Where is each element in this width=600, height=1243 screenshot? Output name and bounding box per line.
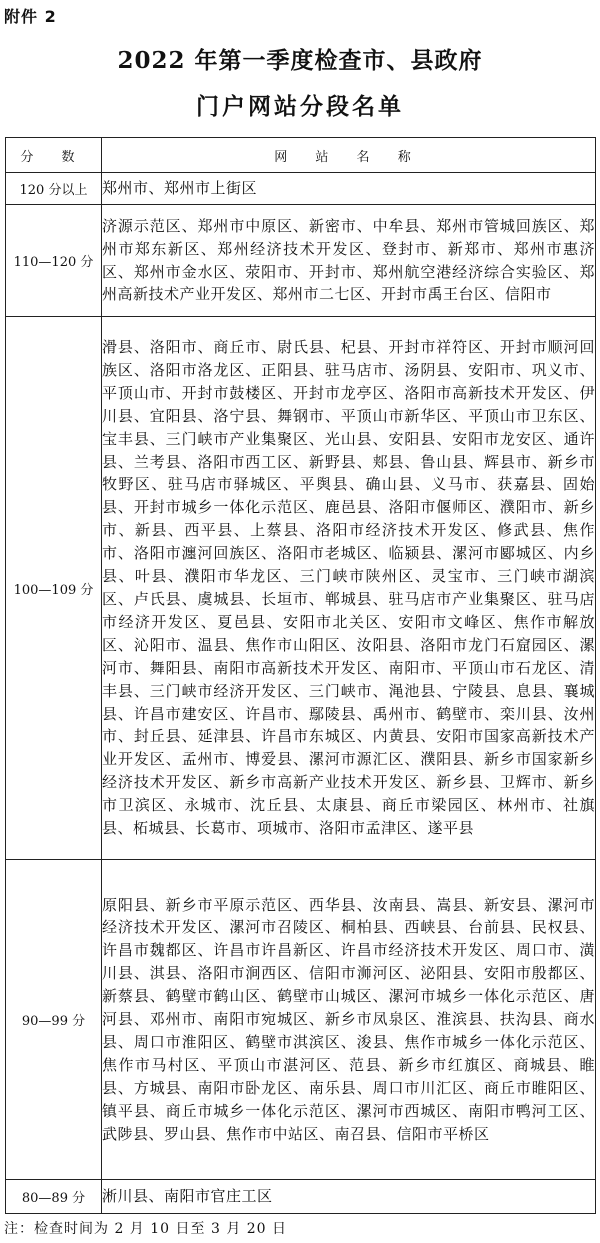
- table-row: [6, 1180, 596, 1214]
- footnote: 注：检查时间为 2 月 10 日至 3 月 20 日: [4, 1221, 288, 1237]
- table-row: [6, 173, 596, 205]
- score-cell: 80—89 分: [6, 1180, 102, 1214]
- names-cell: 济源示范区、郑州市中原区、新密市、中牟县、郑州市管城回族区、郑州市郑东新区、郑州经济技术开发区、登封市、新郑市、郑州市惠济区、郑州市金水区、荥阳市、开封市、郑州航空港经济综合实验区、郑州高新技术产业开发区、郑州市二七区、开封市禹王台区、信阳市: [102, 205, 596, 317]
- table-header-row: [6, 138, 596, 173]
- page-title-line2: 门户网站分段名单: [196, 93, 404, 120]
- names-cell: 滑县、洛阳市、商丘市、尉氏县、杞县、开封市祥符区、开封市顺河回族区、洛阳市洛龙区、正阳县、驻马店市、汤阴县、安阳市、巩义市、平顶山市、开封市鼓楼区、开封市龙亭区、洛阳市高新技术开发区、伊川县、宜阳县、洛宁县、舞钢市、平顶山市新华区、平顶山市卫东区、宝丰县、三门峡市产业集聚区、光山县、安阳县、安阳市龙安区、通许县、兰考县、洛阳市西工区、新野县、郏县、鲁山县、辉县市、新乡市牧野区、驻马店市驿城区、平舆县、确山县、义马市、获嘉县、固始县、开封市城乡一体化示范区、鹿邑县、洛阳市偃师区、濮阳市、新乡市、新县、西平县、上蔡县、洛阳市经济技术开发区、修武县、焦作市、洛阳市瀍河回族区、洛阳市老城区、临颍县、漯河市郾城区、内乡县、叶县、濮阳市华龙区、三门峡市陕州区、灵宝市、三门峡市湖滨区、卢氏县、虞城县、长垣市、郸城县、驻马店市产业集聚区、驻马店市经济开发区、夏邑县、安阳市北关区、安阳市文峰区、焦作市解放区、沁阳市、温县、焦作市山阳区、汝阳县、洛阳市龙门石窟园区、漯河市、舞阳县、南阳市高新技术开发区、南阳市、平顶山市石龙区、清丰县、三门峡市经济开发区、三门峡市、渑池县、宁陵县、息县、襄城县、许昌市建安区、许昌市、鄢陵县、禹州市、鹤壁市、栾川县、汝州市、封丘县、延津县、许昌市东城区、内黄县、安阳市国家高新技术产业开发区、孟州市、博爱县、漯河市源汇区、濮阳县、新乡市国家新乡经济技术开发区、新乡市高新产业技术开发区、新乡县、卫辉市、新乡市卫滨区、永城市、沈丘县、太康县、商丘市梁园区、林州市、社旗县、柘城县、长葛市、项城市、洛阳市孟津区、遂平县: [102, 317, 596, 860]
- table-row: [6, 860, 596, 1180]
- names-cell: 原阳县、新乡市平原示范区、西华县、汝南县、嵩县、新安县、漯河市经济技术开发区、漯河市召陵区、桐柏县、西峡县、台前县、民权县、许昌市魏都区、许昌市许昌新区、许昌市经济技术开发区、周口市、潢川县、淇县、洛阳市涧西区、信阳市浉河区、泌阳县、安阳市殷都区、新蔡县、鹤壁市鹤山区、鹤壁市山城区、漯河市城乡一体化示范区、唐河县、邓州市、南阳市宛城区、新乡市凤泉区、淮滨县、扶沟县、商水县、周口市淮阳区、鹤壁市淇滨区、浚县、焦作市城乡一体化示范区、焦作市马村区、平顶山市湛河区、范县、新乡市红旗区、商城县、睢县、方城县、南阳市卧龙区、南乐县、周口市川汇区、商丘市睢阳区、镇平县、商丘市城乡一体化示范区、漯河市西城区、南阳市鸭河工区、武陟县、罗山县、焦作市中站区、南召县、信阳市平桥区: [102, 860, 596, 1180]
- score-cell: 120 分以上: [6, 173, 102, 205]
- page-title-line1: 2022 年第一季度检查市、县政府: [117, 47, 483, 74]
- score-cell: 90—99 分: [6, 860, 102, 1180]
- score-cell: 100—109 分: [6, 317, 102, 860]
- names-cell: 淅川县、南阳市官庄工区: [102, 1180, 596, 1214]
- names-cell: 郑州市、郑州市上街区: [102, 173, 596, 205]
- score-cell: 110—120 分: [6, 205, 102, 317]
- table-row: [6, 317, 596, 860]
- header-score: 分 数: [6, 138, 102, 173]
- header-names: 网 站 名 称: [102, 138, 596, 173]
- table-row: [6, 205, 596, 317]
- attachment-label: 附件 2: [4, 7, 57, 26]
- ranking-table: [5, 137, 596, 1214]
